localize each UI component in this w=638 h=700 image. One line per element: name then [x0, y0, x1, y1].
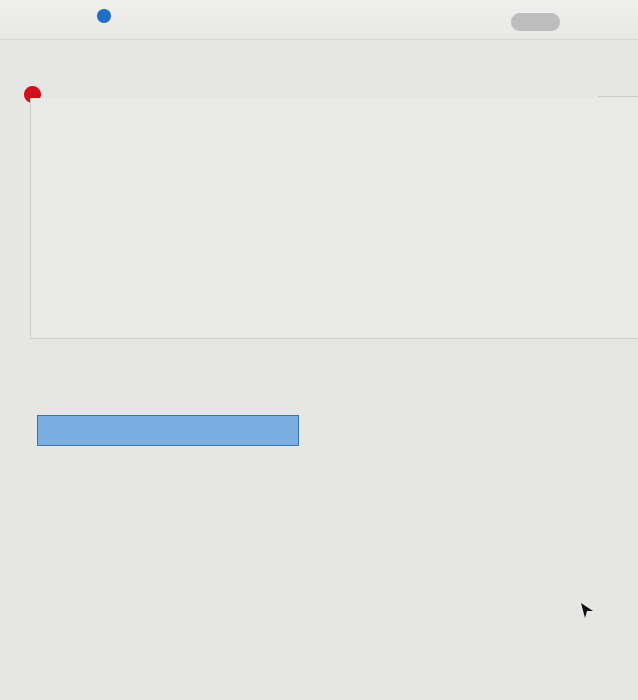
info-icon[interactable]: [97, 9, 111, 23]
top-bar-divider: [0, 39, 638, 40]
worksheet-header: [37, 415, 299, 446]
top-bar: [0, 0, 638, 40]
divider: [598, 96, 638, 97]
income-statement-worksheet: [37, 415, 299, 615]
arrow-cursor-icon: [580, 600, 594, 620]
saved-button[interactable]: [511, 13, 560, 31]
required-information-panel: [30, 98, 638, 339]
